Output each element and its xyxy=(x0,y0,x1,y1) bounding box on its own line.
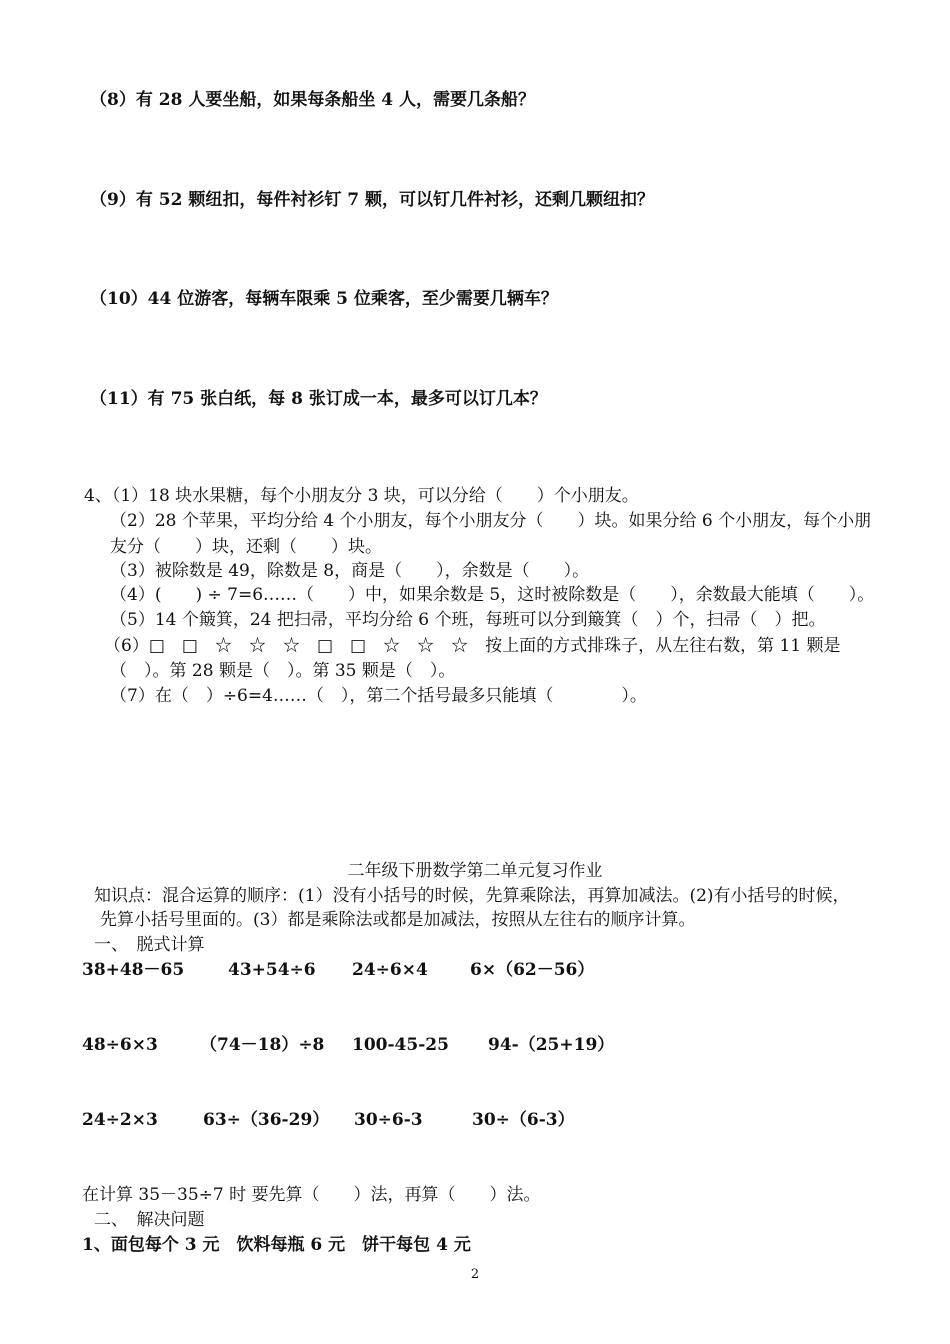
section4-line-8: （ ）。第 28 颗是（ ）。第 35 颗是（ ）。 xyxy=(110,661,456,681)
calc-expression: 100-45-25 xyxy=(352,1035,449,1055)
calc-expression: 63÷（36-29） xyxy=(203,1110,330,1130)
order-note: 在计算 35－35÷7 时 要先算（ ）法，再算（ ）法。 xyxy=(82,1185,541,1205)
question-11: （11）有 75 张白纸，每 8 张订成一本，最多可以订几本？ xyxy=(90,389,547,409)
section4-line-6: （5）14 个簸箕，24 把扫帚，平均分给 6 个班，每班可以分到簸箕（ ）个，扫帚（ ）把。 xyxy=(110,610,826,630)
problem-1: 1、面包每个 3 元 饮料每瓶 6 元 饼干每包 4 元 xyxy=(82,1235,471,1255)
section4-line-2: （2）28 个苹果，平均分给 4 个小朋友，每个小朋友分（ ）块。如果分给 6 个小朋友，每个小朋 xyxy=(110,511,872,531)
section-heading-problems: 二、 解决问题 xyxy=(94,1210,205,1230)
calc-expression: 30÷（6-3） xyxy=(472,1110,575,1130)
question-9: （9）有 52 颗纽扣，每件衬衫钉 7 颗，可以钉几件衬衫，还剩几颗纽扣？ xyxy=(90,190,654,210)
section4-line-7: （6）□ □ ☆ ☆ ☆ □ □ ☆ ☆ ☆ 按上面的方式排珠子，从左往右数，第 11 颗是 xyxy=(104,636,841,656)
calc-expression: 48÷6×3 xyxy=(82,1035,158,1055)
section4-line-4: （3）被除数是 49，除数是 8，商是（ ），余数是（ ）。 xyxy=(110,561,590,581)
section4-line-1: 4、（1）18 块水果糖，每个小朋友分 3 块，可以分给（ ）个小朋友。 xyxy=(84,486,639,506)
section4-line-5: （4）( ) ÷ 7=6……（ ）中，如果余数是 5，这时被除数是（ ），余数最大能填（ ）。 xyxy=(110,585,875,605)
question-8: （8）有 28 人要坐船，如果每条船坐 4 人，需要几条船？ xyxy=(90,90,535,110)
calc-expression: 24÷2×3 xyxy=(82,1110,158,1130)
calc-expression: 6×（62－56） xyxy=(470,960,595,980)
calc-expression: 38+48－65 xyxy=(82,960,185,980)
calc-expression: 43+54÷6 xyxy=(228,960,316,980)
knowledge-line-2: 先算小括号里面的。(3）都是乘除法或都是加减法，按照从左往右的顺序计算。 xyxy=(100,910,696,930)
page-number: 2 xyxy=(470,1267,480,1282)
section4-line-9: （7）在（ ）÷6=4……（ ），第二个括号最多只能填（ ）。 xyxy=(110,686,647,706)
calc-expression: 24÷6×4 xyxy=(352,960,428,980)
unit2-title: 二年级下册数学第二单元复习作业 xyxy=(347,861,603,881)
calc-expression: （74－18）÷8 xyxy=(200,1035,325,1055)
question-10: （10）44 位游客，每辆车限乘 5 位乘客，至少需要几辆车？ xyxy=(90,289,558,309)
calc-expression: 94-（25+19） xyxy=(488,1035,615,1055)
calc-expression: 30÷6-3 xyxy=(354,1110,423,1130)
knowledge-line-1: 知识点：混合运算的顺序：(1）没有小括号的时候，先算乘除法，再算加减法。(2)有小括号的时候， xyxy=(94,886,850,906)
section4-line-3: 友分（ ）块，还剩（ ）块。 xyxy=(110,537,382,557)
section-heading-calc: 一、 脱式计算 xyxy=(94,935,205,955)
